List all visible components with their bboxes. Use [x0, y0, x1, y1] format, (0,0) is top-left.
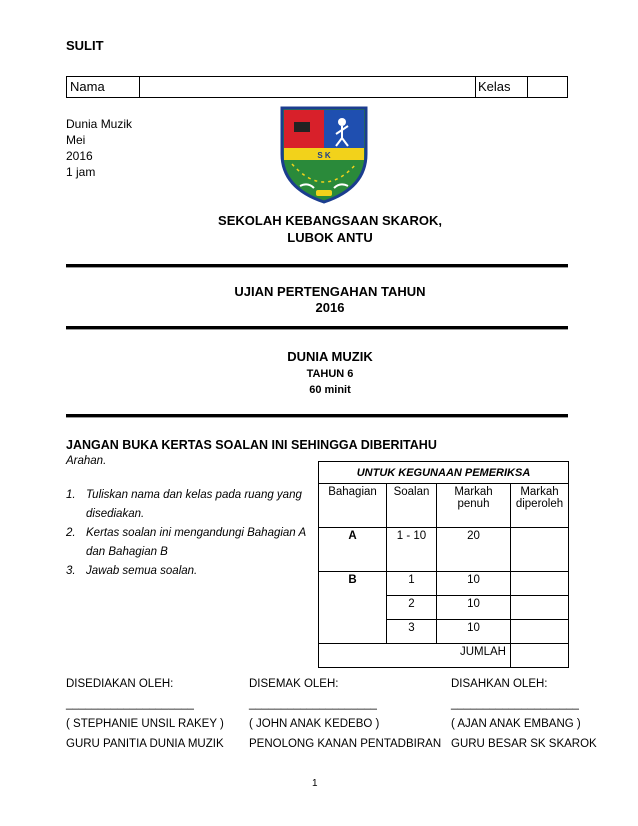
paper-year: 2016: [66, 149, 93, 163]
divider-rule: [66, 414, 568, 418]
school-name: SEKOLAH KEBANGSAAN SKAROK,: [218, 213, 442, 228]
paper-month: Mei: [66, 133, 86, 147]
instructions-list: [66, 486, 316, 581]
question-cell: 1 - 10: [387, 528, 437, 572]
full-marks-cell: 20: [437, 528, 511, 572]
school-crest-logo: [278, 104, 370, 204]
subject-time: 60 minit: [309, 384, 351, 396]
exam-heading: [160, 284, 500, 316]
paper-subject: Dunia Muzik: [66, 117, 133, 131]
class-label: Kelas: [478, 79, 511, 94]
signatory-name: ( JOHN ANAK KEDEBO ): [249, 718, 380, 730]
signatory-name: ( AJAN ANAK EMBANG ): [451, 718, 581, 730]
instruction-item: 1. Tuliskan nama dan kelas pada ruang yang disediakan.: [66, 489, 302, 520]
signature-label: DISAHKAN OLEH:: [451, 678, 548, 690]
signature-line: ____________________: [451, 698, 579, 710]
question-cell: 1: [387, 572, 437, 596]
name-class-row: [66, 76, 568, 98]
signature-block-prepared: [66, 674, 224, 754]
examiner-table-title: UNTUK KEGUNAAN PEMERIKSA: [319, 462, 569, 484]
obtained-marks-cell[interactable]: [511, 572, 569, 596]
exam-year: 2016: [315, 300, 345, 315]
question-cell: 2: [387, 596, 437, 620]
signature-block-checked: [249, 674, 441, 754]
name-label: Nama: [70, 79, 105, 94]
section-cell: A: [319, 528, 387, 572]
table-row: [319, 528, 569, 572]
full-marks-cell: 10: [437, 596, 511, 620]
exam-title: UJIAN PERTENGAHAN TAHUN: [234, 284, 426, 299]
paper-info: [66, 116, 132, 180]
school-location: LUBOK ANTU: [287, 230, 373, 245]
col-header-section: Bahagian: [319, 484, 387, 528]
crest-text: S K: [317, 151, 331, 160]
question-cell: 3: [387, 620, 437, 644]
table-row: [319, 572, 569, 596]
signature-block-approved: [451, 674, 597, 754]
class-field[interactable]: [527, 77, 567, 97]
full-marks-cell: 10: [437, 620, 511, 644]
full-marks-cell: 10: [437, 572, 511, 596]
warning-text: JANGAN BUKA KERTAS SOALAN INI SEHINGGA DIBERITAHU: [66, 438, 437, 452]
name-field[interactable]: [139, 77, 475, 97]
signatory-title: GURU PANITIA DUNIA MUZIK: [66, 738, 224, 750]
signatory-title: GURU BESAR SK SKAROK: [451, 738, 597, 750]
subject-grade: TAHUN 6: [306, 368, 354, 380]
total-label: JUMLAH: [319, 644, 511, 668]
instruction-item: 2. Kertas soalan ini mengandungi Bahagian A dan Bahagian B: [66, 527, 306, 558]
page-number: 1: [312, 778, 318, 789]
paper-duration: 1 jam: [66, 165, 96, 179]
col-header-question: Soalan: [387, 484, 437, 528]
section-cell: B: [319, 572, 387, 644]
signatory-name: ( STEPHANIE UNSIL RAKEY ): [66, 718, 224, 730]
examiner-table: [318, 461, 569, 668]
obtained-marks-cell[interactable]: [511, 528, 569, 572]
total-row: [319, 644, 569, 668]
obtained-marks-cell[interactable]: [511, 620, 569, 644]
col-header-full-marks: Markah penuh: [437, 484, 511, 528]
signature-line: ____________________: [66, 698, 194, 710]
divider-rule: [66, 264, 568, 268]
signature-label: DISEDIAKAN OLEH:: [66, 678, 174, 690]
obtained-marks-cell[interactable]: [511, 596, 569, 620]
total-marks-cell[interactable]: [511, 644, 569, 668]
subject-title: DUNIA MUZIK: [287, 349, 373, 364]
classification-label: SULIT: [66, 38, 104, 53]
signature-label: DISEMAK OLEH:: [249, 678, 339, 690]
instructions-heading: Arahan.: [66, 455, 107, 467]
signature-line: ____________________: [249, 698, 377, 710]
school-heading: [160, 212, 500, 246]
instruction-item: 3. Jawab semua soalan.: [66, 565, 198, 577]
subject-heading: [160, 348, 500, 398]
divider-rule: [66, 326, 568, 330]
col-header-obtained-marks: Markah diperoleh: [511, 484, 569, 528]
signatory-title: PENOLONG KANAN PENTADBIRAN: [249, 738, 442, 750]
